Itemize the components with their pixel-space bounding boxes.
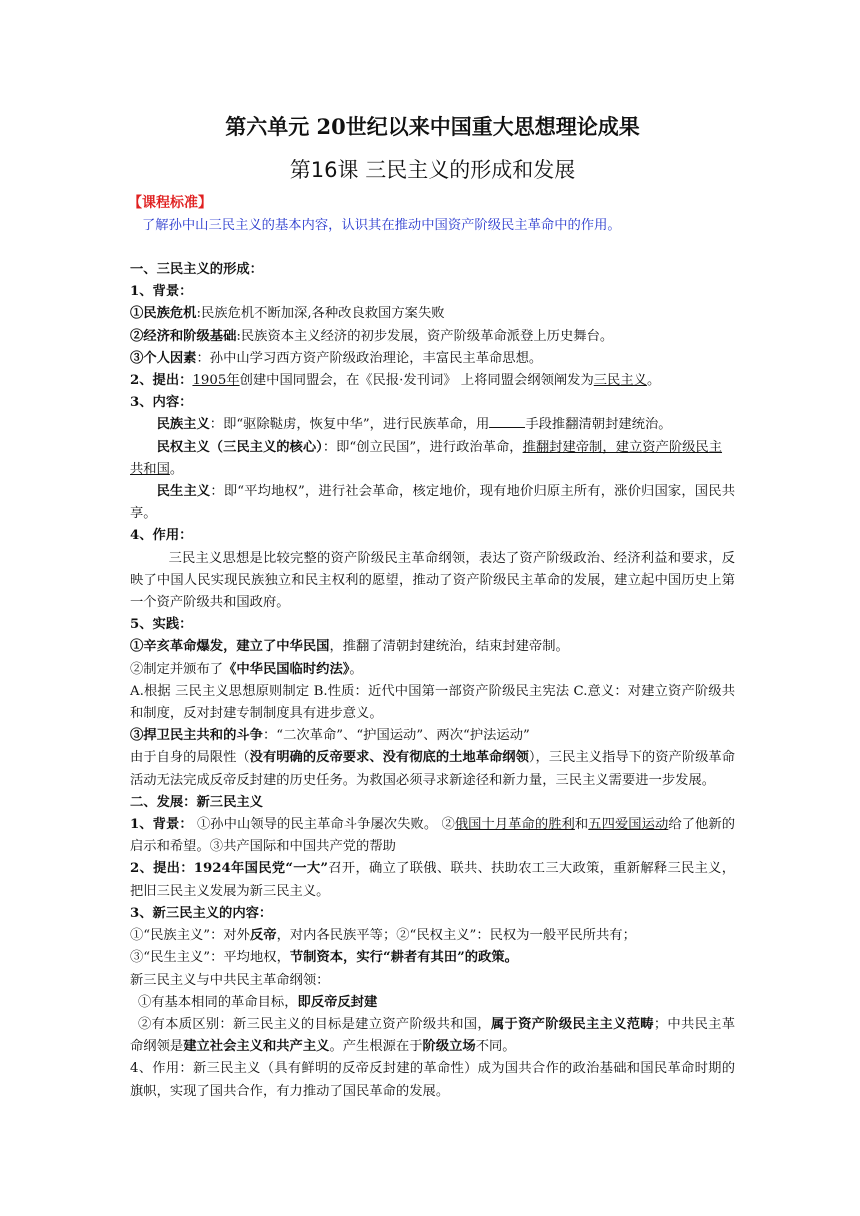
minzu-label: 民族主义: [156, 417, 210, 433]
new-effect: 4、作用：新三民主义（具有鲜明的反帝反封建的革命性）成为国共合作的政治基础和国民革命时期的旗帜，实现了国共合作，有力推动了国民革命的发展。: [130, 1061, 735, 1099]
kmt-first-congress: 国民党“一大”: [244, 861, 329, 877]
content-heading: 3、内容：: [130, 395, 193, 411]
minsheng-item: [130, 481, 735, 525]
anti-imperialism: 反帝: [249, 928, 277, 944]
new-content-2-bold: 节制资本，实行“耕者有其田”的政策。: [289, 950, 518, 966]
fill-in-blank[interactable]: [489, 415, 525, 428]
practice-item-1-text: ，推翻了清朝封建统治，结束封建帝制。: [329, 639, 569, 655]
comparison-item-2: [130, 1014, 735, 1058]
minquan-underlined: 推翻封建帝制，建立资产阶级民主共和国: [130, 439, 723, 477]
comparison-2-b: ；中共民主革命纲领是: [130, 1016, 736, 1055]
comparison-2-bold-2: 建立社会主义和共产主义: [183, 1039, 330, 1055]
section-2-heading: 二、发展：新三民主义: [130, 794, 263, 810]
comparison-2-a: ②有本质区别：新三民主义的目标是建立资产阶级共和国，: [137, 1016, 491, 1032]
background-item-3-text: ：孙中山学习西方资产阶级政治理论，丰富民主革命思想。: [196, 350, 543, 366]
background-heading: 1、背景：: [130, 284, 193, 300]
new-background-label: 1、背景：: [130, 817, 193, 833]
effect-heading: 4、作用：: [130, 528, 193, 544]
comparison-heading: 新三民主义与中共民主革命纲领：: [130, 972, 330, 988]
new-proposal: [130, 858, 735, 902]
limitation-bold: 没有明确的反帝要求、没有彻底的土地革命纲领: [249, 750, 529, 766]
constitution-detail: A.根据 三民主义思想原则制定 B.性质：近代中国第一部资产阶级民主宪法 C.意义：对建立资产阶级共和制度，反对封建专制制度具有进步意义。: [130, 683, 735, 722]
comparison-item-1: [130, 992, 735, 1014]
proposal-text: 创建中国同盟会，在《民报·发刊词》 上将同盟会纲领阐发为: [239, 373, 594, 389]
class-stand: 阶级立场: [422, 1039, 476, 1055]
provisional-constitution: 《中华民国临时约法》: [223, 661, 350, 677]
october-revolution: 俄国十月革命的胜利: [454, 817, 575, 833]
practice-item-2-text: ②制定并颁布了: [130, 661, 224, 677]
practice-item-2: [130, 659, 735, 681]
practice-item-1: [130, 636, 735, 658]
proposal-year: 1905年: [192, 373, 240, 389]
comparison-1-text: ①有基本相同的革命目标，: [137, 994, 298, 1010]
comparison-1-bold: 即反帝反封建: [297, 994, 378, 1010]
new-background: [130, 814, 735, 858]
document-body: [130, 259, 735, 1103]
comparison-2-c: 。产生根源在于: [329, 1039, 423, 1055]
background-item-2: [130, 326, 735, 348]
minquan-label: 民权主义（三民主义的核心）: [156, 439, 323, 455]
limitation-text-b: ），三民主义指导下的资产阶级革命活动无法完成反帝反封建的历史任务。为救国必须寻求新途径和新力量，三民主义需要进一步发展。: [130, 750, 736, 788]
background-item-1-text: :民族危机不断加深,各种改良救国方案失败: [196, 306, 445, 322]
may-fourth-movement: 五四爱国运动: [588, 817, 669, 833]
limitation-text-a: 由于自身的局限性（: [130, 750, 250, 766]
new-background-text-b: 给了他新的启示和希望。③共产国际和中国共产党的帮助: [130, 817, 736, 855]
background-item-1-label: ①民族危机: [130, 306, 197, 322]
comparison-2-bold: 属于资产阶级民主主义范畴: [490, 1016, 654, 1032]
proposal-term: 三民主义: [593, 373, 647, 389]
new-content-heading: 3、新三民主义的内容：: [130, 905, 273, 921]
background-item-3-label: ③个人因素: [130, 350, 197, 366]
new-proposal-text: 召开，确立了联俄、联共、扶助农工三大政策，重新解释三民主义，把旧三民主义发展为新三民主义。: [130, 861, 736, 899]
minzu-text-b: 手段推翻清朝封建统治。: [525, 417, 672, 433]
new-background-text-a: ①孙中山领导的民主革命斗争屡次失败。 ②: [192, 817, 455, 833]
new-content-2-a: ③“民生主义”：平均地权，: [130, 950, 290, 966]
background-item-1: [130, 303, 735, 325]
new-background-and: 和: [574, 817, 589, 833]
minquan-end: 。: [169, 461, 184, 477]
minzu-text-a: ：即“驱除鞑虏，恢复中华”，进行民族革命，用: [209, 417, 490, 433]
practice-item-2-end: 。: [349, 661, 363, 677]
curriculum-standard-text: 了解孙中山三民主义的基本内容，认识其在推动中国资产阶级民主革命中的作用。: [142, 218, 621, 233]
background-item-3: [130, 348, 735, 370]
minquan-item: [130, 437, 735, 481]
background-item-2-text: :民族资本主义经济的初步发展，资产阶级革命派登上历史舞台。: [236, 328, 614, 344]
new-content-line-1: [130, 925, 735, 947]
practice-heading: 5、实践：: [130, 617, 193, 633]
comparison-2-d: 不同。: [475, 1039, 516, 1055]
minsheng-label: 民生主义: [156, 484, 211, 500]
proposal-label: 2、提出：: [130, 373, 193, 389]
new-proposal-label: 2、提出：1924年: [130, 861, 245, 877]
minzu-item: [130, 414, 735, 436]
proposal-end: 。: [646, 373, 661, 389]
new-content-1-a: ①“民族主义”：对外: [130, 928, 250, 944]
section-1-heading: 一、三民主义的形成：: [130, 262, 263, 277]
practice-item-3: [130, 725, 735, 747]
practice-item-1-bold: ①辛亥革命爆发，建立了中华民国: [130, 639, 330, 655]
new-content-line-2: [130, 947, 735, 969]
practice-item-3-text: ：“二次革命”、“护国运动”、两次“护法运动”: [262, 728, 530, 744]
minquan-text: ：即“创立民国”，进行政治革命，: [322, 439, 523, 455]
new-content-1-b: ，对内各民族平等；②“民权主义”：民权为一般平民所共有；: [276, 928, 636, 944]
proposal-line: [130, 370, 735, 392]
limitation-paragraph: [130, 747, 735, 791]
effect-paragraph: 三民主义思想是比较完整的资产阶级民主革命纲领，表达了资产阶级政治、经济利益和要求，反映了中国人民实现民族独立和民主权利的愿望，推动了资产阶级民主革命的发展，建立起中国历史上第一个资产阶级共和国政府。: [130, 550, 735, 611]
unit-title: 第六单元 20世纪以来中国重大思想理论成果: [225, 114, 640, 139]
minsheng-text: ：即“平均地权”，进行社会革命，核定地价，现有地价归原主所有，涨价归国家，国民共享。: [130, 484, 735, 522]
practice-item-3-bold: ③捍卫民主共和的斗争: [130, 728, 263, 744]
lesson-title: 第16课 三民主义的形成和发展: [289, 158, 576, 182]
curriculum-standard-label: 【课程标准】: [128, 195, 212, 211]
background-item-2-label: ②经济和阶级基础: [130, 328, 237, 344]
